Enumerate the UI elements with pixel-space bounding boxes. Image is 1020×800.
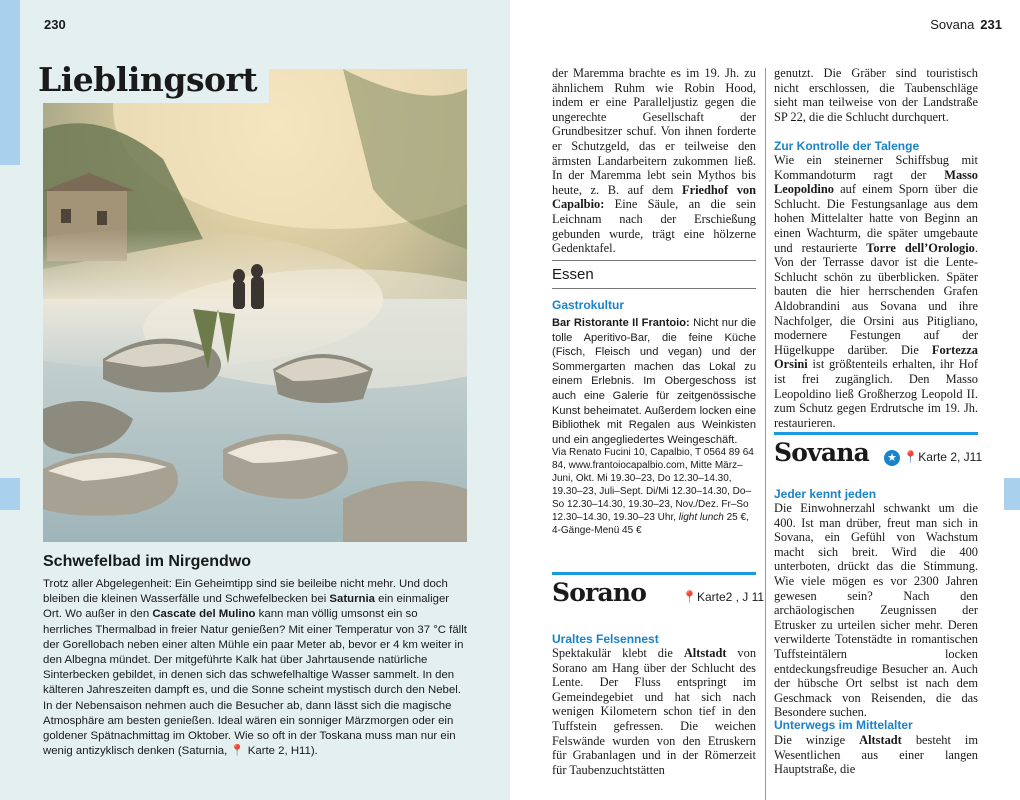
thumb-tab-top-left	[0, 0, 20, 165]
running-title: Sovana	[930, 17, 975, 32]
col1-intro: der Maremma brachte es im 19. Jh. zu ähnlichem Ruhm wie Robin Hood, indem er eine Paralleljustiz gegen die ungerechte Gesellschaft der Grundbesitzer schuf. Von ihnen forderte er Schutzgeld, das er teilweise den ärmsten Landarbeitern zukommen ließ. In der Maremma lebt sein Mythos bis heute, z. B. auf dem Friedhof von Capalbio: Eine Säule, an die sein Leichnam nach der Erschießung gebunden wurde, trägt eine hölzerne Gedenktafel.	[552, 66, 756, 256]
sovana-body: Die Einwohnerzahl schwankt um die 400. Ist man drüber, freut man sich in Sovana, ein Gefühl von Wachstum macht sich breit. Wird die 400 unterboten, drückt das die Stimmung. Wie viele mögen es vor 2300 Jahren gewesen sein? Nach den archäologischen Zeugnissen der Etrusker zu urteilen sicher mehr. Deren verwilderte Totenstädte in romantischen Tuffsteintälern locken entdeckungsfreudige Besucher an. Auch der hübsche Ort selbst ist nach dem Geschmack von Reisenden, die das Besondere suchen.	[774, 501, 978, 720]
gastrokultur-body: Bar Ristorante Il Frantoio: Nicht nur die tolle Aperitivo-Bar, die feine Küche (Fisch, Fleisch und vegan) und der Sommergarten machen das Lokal zu einem Erlebnis. Im Obergeschoss ist auch eine Galerie für zeitgenössische Kunst beheimatet. Außerdem locken eine Bibliothek mit Regalen aus Weinkisten und ein angegliedertes Weingeschäft.	[552, 317, 756, 446]
gastrokultur-heading: Gastrokultur	[552, 298, 625, 312]
star-icon: ★	[884, 450, 900, 466]
talenge-body: Wie ein steinerner Schiffsbug mit Kommandoturm ragt der Masso Leopoldino auf einem Sporn über die Schlucht. Die Festungsanlage aus dem hohen Mittelalter hatte von Beginn an einen Wachturm, die später umgebaute und restaurierte Torre dell’Orologio. Von der Terrasse davor ist die Lente-Schlucht schön zu überblicken. Später bauten die hier herrschenden Grafen Aldobrandini aus Sovana und ihre Nachfolger, die Orsini aus Pitigliano, modernere Festungen auf der Hügelkuppe darüber. Die Fortezza Orsini ist größtenteils erhalten, ihr Hof ist frei zugänglich. Den Masso Leopoldino ließ Großherzog Leopold II. zum Schutz gegen Erdrutsche im 19. Jh. restaurieren.	[774, 153, 978, 430]
page-number-left: 230	[44, 17, 66, 32]
mittelalter-body: Die winzige Altstadt besteht im Wesentlichen aus einer langen Hauptstraße, die	[774, 733, 978, 777]
essen-rule-bottom	[552, 288, 756, 289]
saturnia-link: Saturnia	[329, 593, 375, 606]
col2-intro: genutzt. Die Gräber sind touristisch nicht erschlossen, die Taubenschläge sieht man teilweise von der Landstraße SP 22, die die Schlucht durchquert.	[774, 66, 978, 124]
sovana-map-ref: ★ 📍Karte 2, J11	[884, 450, 982, 466]
sidebar-title: Schwefelbad im Nirgendwo	[43, 553, 252, 570]
sovana-bar	[774, 432, 978, 435]
essen-rule	[552, 260, 756, 261]
sovana-title: Sovana	[774, 438, 870, 467]
page-header-right	[930, 17, 1002, 32]
column-divider	[765, 68, 766, 800]
talenge-heading: Zur Kontrolle der Talenge	[774, 139, 920, 153]
essen-heading: Essen	[552, 266, 594, 283]
sorano-title: Sorano	[552, 578, 647, 607]
map-pin-icon: 📍	[682, 590, 697, 604]
sorano-body: Spektakulär klebt die Altstadt von Sorano am Hang über der Schlucht des Lente. Der Fluss entspringt im Gemeindegebiet und hat sich nach wenigen Kilometern schon tief in den Tuffstein gefressen. Die weichen Felswände wurden von den Etruskern für Grabanlagen und in der Römerzeit für Taubenzuchtstätten	[552, 646, 757, 777]
map-pin-icon: 📍	[230, 745, 245, 758]
cascate-link: Cascate del Mulino	[152, 608, 256, 621]
sovana-subheading: Jeder kennt jeden	[774, 487, 877, 501]
sorano-map-ref: 📍Karte2 , J 11	[682, 590, 765, 604]
page-number-right: 231	[980, 17, 1002, 32]
sorano-subheading: Uraltes Felsennest	[552, 632, 659, 646]
sorano-bar	[552, 572, 756, 575]
map-pin-icon: 📍	[903, 450, 919, 464]
sidebar-body: Trotz aller Abgelegenheit: Ein Geheimtipp sind sie beileibe nicht mehr. Und doch bleiben die kleinen Wasserfälle und Schwefelbecken bei Saturnia ein einmaliger Ort. Wo außer in den Cascate del Mulino kann man völlig umsonst ein so herrliches Thermalbad in freier Natur genießen? Mit einer Temperatur von 37 °C fällt der Gorellobach neben einer alten Mühle ein paar Meter ab, bevor er 4 km weiter in den Albegna mündet. Der mitgeführte Kalk hat über Jahrtausende natürliche Sinterbecken gebildet, in denen sich das schwefelhaltige Wasser sammelt. In den kälteren Jahreszeiten dampft es, und die Sonne scheint mystisch durch den Nebel. In der Nebensaison nehmen auch die Besucher ab, dann lässt sich die magische Atmosphäre am besten genießen. Ideal wären ein sonniger Märzmorgen oder ein goldener Spätnachmittag im Oktober. Wie so oft in der Toskana muss man nur ein wenig antizyklisch denken (Saturnia, 📍 Karte 2, H11).	[43, 578, 467, 758]
restaurant-name: Bar Ristorante Il Frantoio:	[552, 317, 690, 329]
thumb-tab-mid-right	[1004, 478, 1020, 510]
lieblingsort-badge	[24, 58, 269, 103]
feature-photo	[43, 69, 467, 542]
lieblingsort-title: Lieblingsort	[38, 60, 258, 99]
friedhof-link: Friedhof von Capalbio:	[552, 182, 756, 212]
restaurant-address: Via Renato Fucini 10, Capalbio, T 0564 89 64 84, www.frantoiocapalbio.com, Mitte März–Juni, Okt. Mi 19.30–23, Do 12.30–14.30, 19.30–23, Juli–Sept. Di/Mi 12.30–14.30, Do–So 12.30–14.30, 19.30–23, Nov./Dez. Fr–So 12.30–14.30, 19.30–23 Uhr, light lunch 25 €, 4-Gänge-Menü 45 €	[552, 447, 754, 536]
feature-photo-image	[43, 69, 467, 542]
mittelalter-heading: Unterwegs im Mittelalter	[774, 718, 913, 732]
thumb-tab-mid-left	[0, 478, 20, 510]
